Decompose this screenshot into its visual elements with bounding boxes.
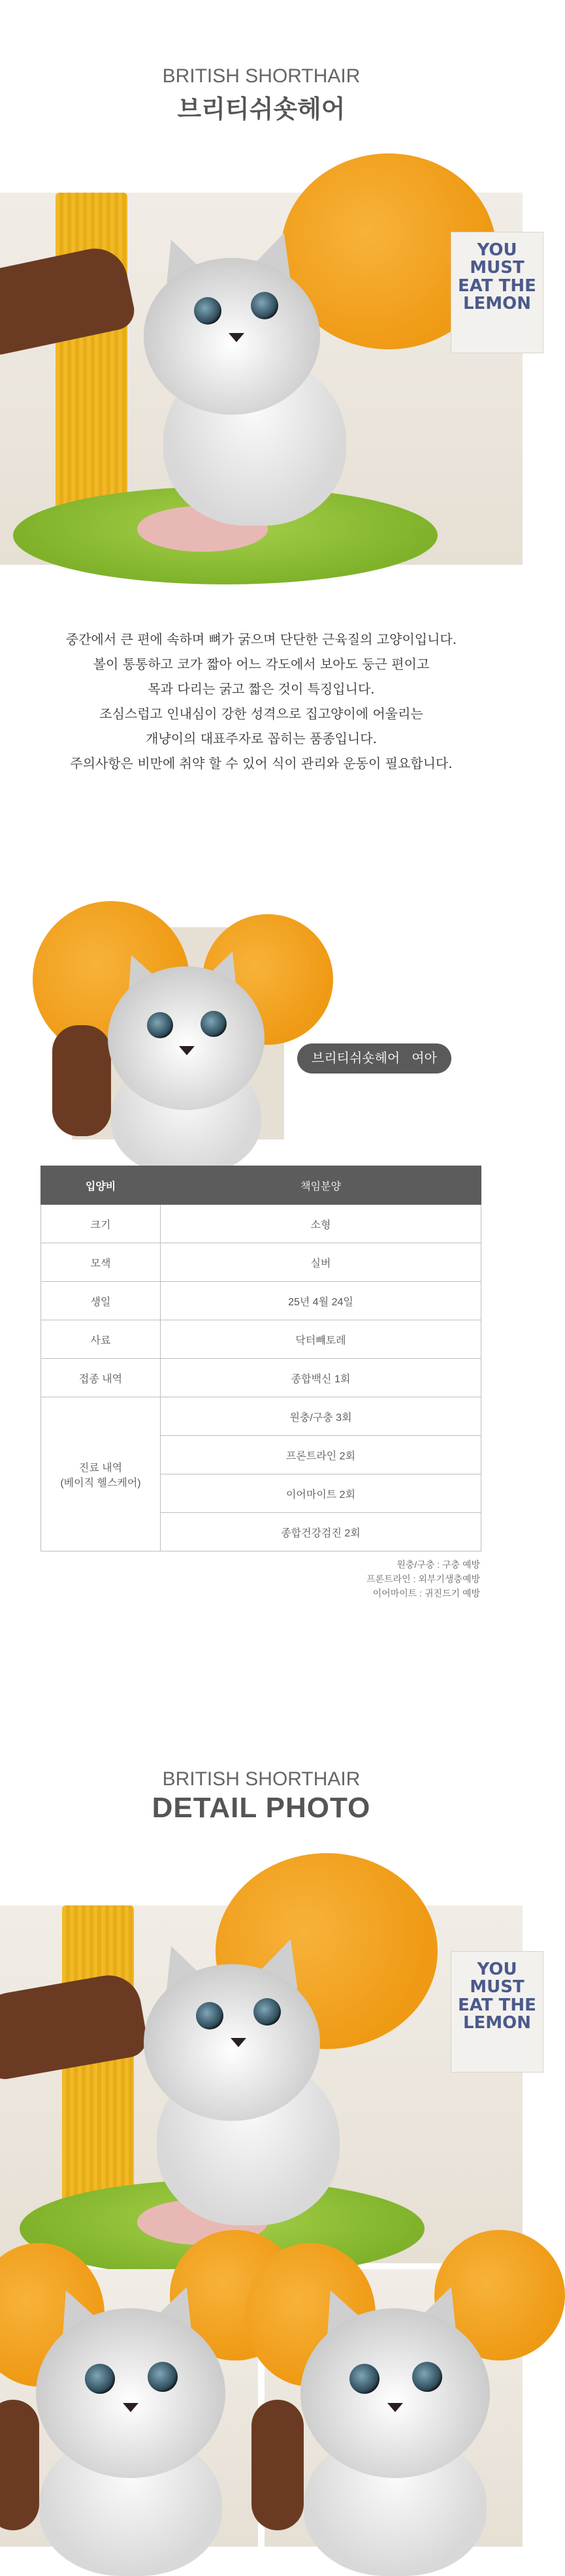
row-label: 생일 [41,1282,161,1320]
description-line: 주의사항은 비만에 취약 할 수 있어 식이 관리와 운동이 필요합니다. [70,755,453,771]
description-line: 조심스럽고 인내심이 강한 성격으로 집고양이에 어울리는 [99,706,423,722]
info-table [40,1166,481,1551]
care-value: 프론트라인 2회 [161,1436,481,1474]
table-row [41,1243,481,1282]
row-value: 소형 [161,1205,481,1243]
breed-gender-tag [297,1043,451,1073]
table-row [41,1397,481,1436]
row-value: 실버 [161,1243,481,1282]
header-korean-title: 브리티쉬숏헤어 [177,96,346,123]
table-row [41,1359,481,1397]
table-header-value: 책임분양 [161,1166,481,1205]
profile-circle-photo [72,927,284,1139]
care-value: 종합건강검진 2회 [161,1513,481,1551]
care-label-line2: (베이직 헬스케어) [60,1477,141,1489]
detail-photo-left [0,2269,258,2547]
detail-header [0,1768,523,1824]
tag-breed: 브리티쉬숏헤어 [312,1051,400,1066]
row-label: 크기 [41,1205,161,1243]
footnote: 원충/구충 : 구충 예방 [396,1559,480,1570]
description-line: 목과 다리는 굵고 짧은 것이 특징입니다. [148,681,375,697]
row-value: 닥터뺴토레 [161,1320,481,1359]
table-header-label: 입양비 [41,1166,161,1205]
header-english-title: BRITISH SHORTHAIR [162,65,361,87]
care-value: 이어마이트 2회 [161,1474,481,1513]
table-footnotes [366,1557,480,1600]
tag-gender: 여아 [412,1051,437,1066]
row-label: 모색 [41,1243,161,1282]
table-row [41,1205,481,1243]
detail-english-title: BRITISH SHORTHAIR [162,1768,361,1790]
breed-description [0,627,523,776]
detail-photo-right [265,2269,523,2547]
page-header [0,65,523,125]
row-label: 접종 내역 [41,1359,161,1397]
lemon-sign: YOU MUST EAT THE LEMON [451,1951,543,2073]
care-history-label [41,1397,161,1551]
table-header-row [41,1166,481,1205]
footnote: 이어마이트 : 귀진드기 예방 [372,1588,480,1598]
detail-photo-large [0,1905,536,2263]
lemon-sign: YOU MUST EAT THE LEMON [451,232,543,353]
row-value: 25년 4월 24일 [161,1282,481,1320]
table-row [41,1282,481,1320]
detail-photo-title: DETAIL PHOTO [152,1792,371,1824]
footnote: 프론트라인 : 외부기생충예방 [366,1574,480,1584]
description-line: 볼이 통통하고 코가 짧아 어느 각도에서 보아도 둥근 편이고 [93,656,430,672]
table-row [41,1320,481,1359]
main-photo [0,193,536,565]
care-label-line1: 진료 내역 [78,1462,123,1474]
row-value: 종합백신 1회 [161,1359,481,1397]
care-value: 원충/구충 3회 [161,1397,481,1436]
row-label: 사료 [41,1320,161,1359]
description-line: 중간에서 큰 편에 속하며 뼈가 굵으며 단단한 근육질의 고양이입니다. [65,631,457,647]
description-line: 개냥이의 대표주자로 꼽히는 품종입니다. [146,731,377,746]
